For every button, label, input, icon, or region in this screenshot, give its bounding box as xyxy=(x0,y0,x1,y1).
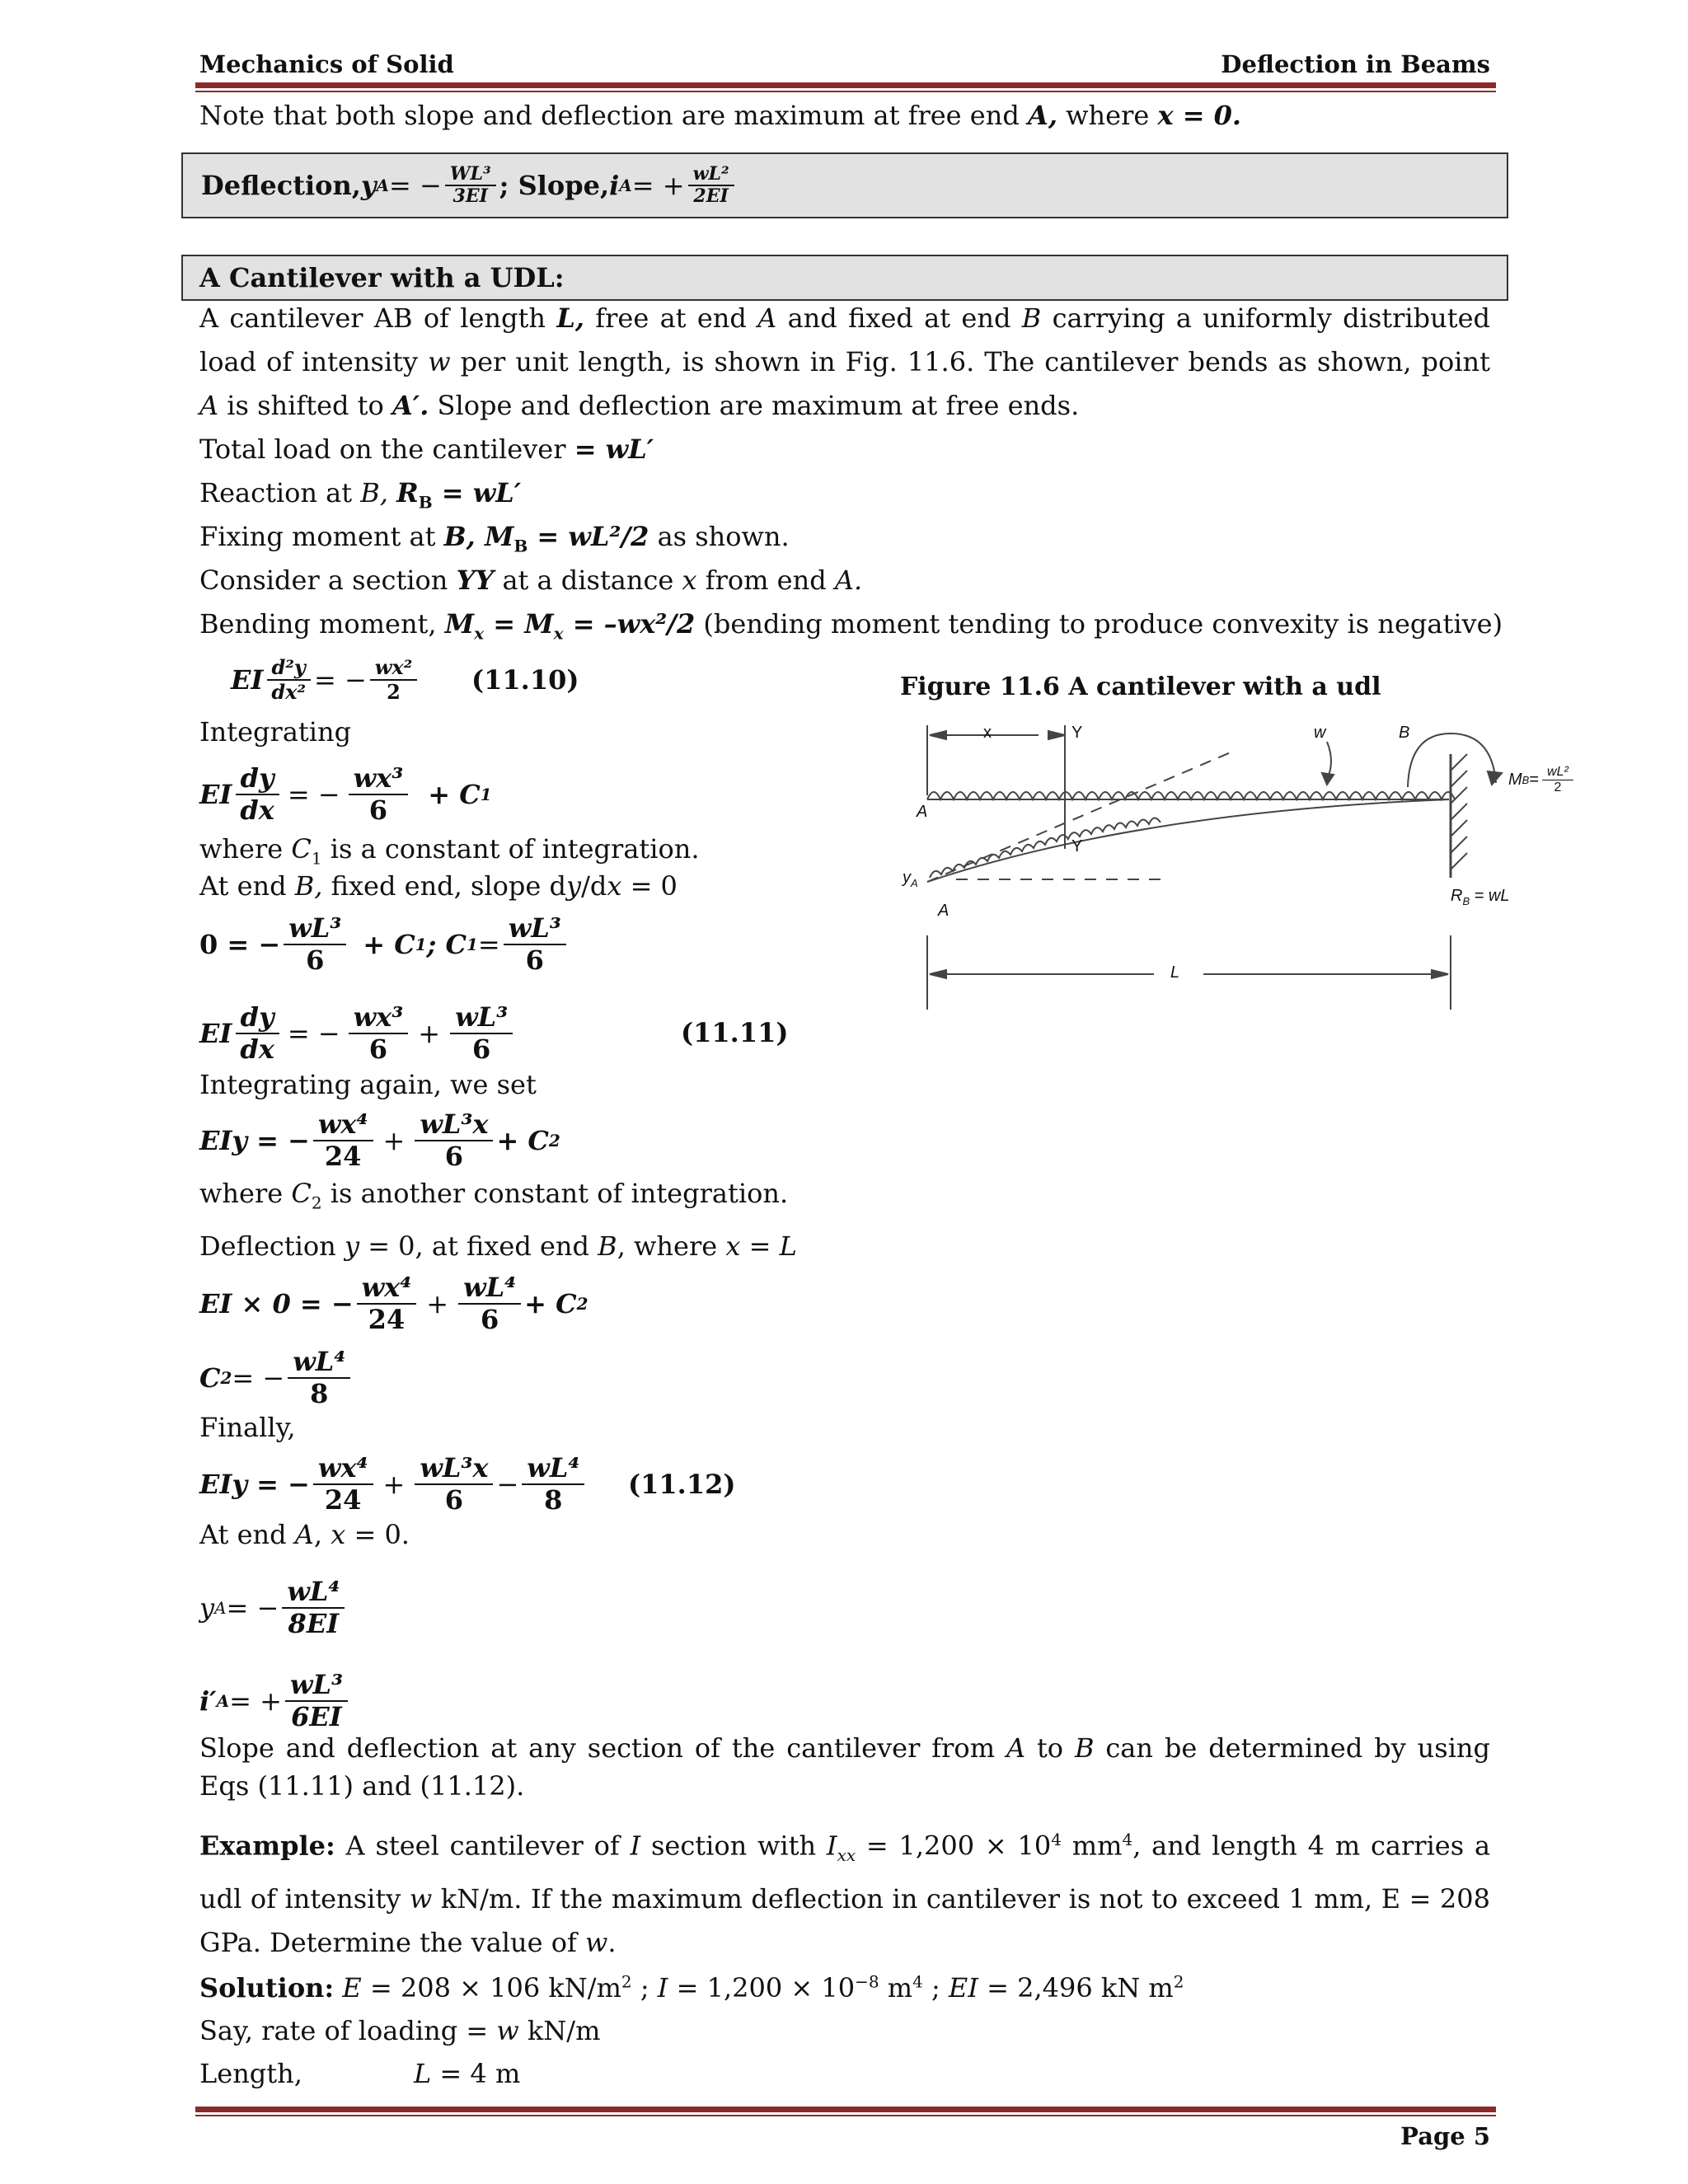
header-left: Mechanics of Solid xyxy=(199,50,454,78)
x-arrow-right xyxy=(1048,731,1065,739)
figure-label-y-top: Y xyxy=(1071,724,1083,742)
equation-ya: y A = − $\frac{\text{wL⁴}}{8EI}$ xyxy=(199,1570,348,1646)
example-paragraph: Example: A steel cantilever of I section with $I_{xx} = 1,200 \times 10^4$ $mm^4$, and length 4 m carries a udl of intensity w kN/m. If the maximum deflection in cantilever is not to exceed 1 mm, E = 208 GPa. Determine the value of w. xyxy=(199,1830,1491,1959)
formula-box: Deflection, y A = − $\frac{\text{WL³}}{3EI}$ ; Slope, i A = + $\frac{\text{wL²}}{2EI}$ xyxy=(181,152,1508,218)
equation-c1: 0 = − $\frac{\text{wL³}}{6}$ + C 1 ; C 1 = $\frac{\text{wL³}}{6}$ xyxy=(199,907,570,982)
figure-label-l: L xyxy=(1170,963,1180,982)
equation-11-10: EI $\frac{\text{d²y}}{\text{dx²}}$ = − $\frac{\text{wx²}}{2}$ xyxy=(231,649,420,711)
header-rule xyxy=(195,82,1496,88)
where-c1-line: where $C_1$ is a constant of integration. xyxy=(199,833,700,869)
figure-caption: Figure 11.6 A cantilever with a udl xyxy=(900,673,1381,701)
equation-number-11-12: (11.12) xyxy=(628,1469,736,1500)
equation-11-11: EI $\frac{dy}{dx}$ = − $\frac{\text{wx³}}{6}$ + $\frac{\text{wL³}}{6}$ xyxy=(199,996,516,1071)
length-value: L = 4 m xyxy=(414,2058,521,2089)
equation-number-11-10: (11.10) xyxy=(471,664,579,696)
section-title-box xyxy=(181,255,1508,301)
figure-label-a-top: A xyxy=(917,803,928,821)
equation-c2: C 2 = − $\frac{\text{wL⁴}}{8}$ xyxy=(199,1340,354,1416)
at-end-a-line: At end A, x = 0. xyxy=(199,1519,410,1550)
footer-rule-thin xyxy=(195,2115,1496,2116)
section-title: A Cantilever with a UDL: xyxy=(199,262,565,293)
deflected-udl-loops xyxy=(930,818,1160,878)
total-load-line: Total load on the cantilever = wL′ xyxy=(199,434,654,465)
consider-section-line: Consider a section YY at a distance x from end A. xyxy=(199,565,863,596)
intro-paragraph: A cantilever AB of length L, free at end A and fixed at end B carrying a uniformly distributed load of intensity w per unit length, is shown in Fig. 11.6. The cantilever bends as shown, point A is shifted to A′. Slope and deflection are maximum at free ends. xyxy=(199,302,1491,421)
integrating-again-label: Integrating again, we set xyxy=(199,1069,537,1100)
equation-slope-integration: EI $\frac{dy}{dx}$ = − $\frac{\text{wx³}}{6}$ + C 1 xyxy=(199,762,492,826)
deflection-zero-line: Deflection y = 0, at fixed end B, where x = L xyxy=(199,1230,797,1262)
figure-label-rb: $R_B$ = wL xyxy=(1451,887,1510,907)
length-label: Length, xyxy=(199,2058,302,2089)
deflected-beam-curve xyxy=(927,799,1449,882)
figure-label-w: w xyxy=(1314,724,1326,742)
where-c2-line: where $C_2$ is another constant of integration. xyxy=(199,1178,789,1213)
fixing-moment-line: Fixing moment at B, $M_B = wL^2/2$ as shown. xyxy=(199,521,790,556)
cantilever-diagram xyxy=(890,709,1632,1038)
tangent-dashed-line xyxy=(927,750,1236,882)
figure-label-a-bottom: A xyxy=(938,902,950,920)
equation-11-12: EIy = − $\frac{\text{wx⁴}}{24}$ + $\frac{\text{wL³x}}{6}$ − $\frac{\text{wL⁴}}{8}$ xyxy=(199,1446,588,1522)
figure-label-y-bottom: Y xyxy=(1071,837,1083,855)
header-rule-thin xyxy=(195,91,1496,92)
figure-label-b: B xyxy=(1399,724,1410,742)
x-arrow-left xyxy=(930,731,946,739)
solution-line: Solution: E = 208 × 106 $kN/m^2$ ; $I = 1,200 \times 10^{-8}$ $m^4$ ; EI = 2,496 kN $m^2$ xyxy=(199,1971,1184,2004)
page-number: Page 5 xyxy=(1400,2122,1490,2150)
equation-c2-derivation: EI × 0 = − $\frac{\text{wx⁴}}{24}$ + $\frac{\text{wL⁴}}{6}$ + C 2 xyxy=(199,1272,588,1335)
bending-moment-line: Bending moment, $M_x = M_x = -wx^2/2$ (bending moment tending to produce convexity is negative) xyxy=(199,608,1503,644)
figure-label-ya: $y_A$ xyxy=(903,869,918,889)
equation-ia: i′ A = + $\frac{\text{wL³}}{6EI}$ xyxy=(199,1663,351,1739)
footer-rule xyxy=(195,2107,1496,2112)
figure-label-mb: M B = $\frac{\text{wL²}}{2}$ xyxy=(1508,765,1577,796)
udl-loops xyxy=(927,792,1455,799)
equation-number-11-11: (11.11) xyxy=(681,1017,789,1048)
figure-label-x: x xyxy=(983,724,992,742)
note-line: Note that both slope and deflection are maximum at free end A, where x = 0. xyxy=(199,100,1242,131)
moment-arrowhead xyxy=(1488,771,1502,785)
slope-paragraph: Slope and deflection at any section of the cantilever from A to B can be determined by using Eqs (11.11) and (11.12). xyxy=(199,1732,1491,1802)
equation-deflection-integration: EIy = − $\frac{\text{wx⁴}}{24}$ + $\frac{\text{wL³x}}{6}$ + C 2 xyxy=(199,1108,560,1172)
at-end-b-line: At end B, fixed end, slope dy/dx = 0 xyxy=(199,870,678,902)
finally-label: Finally, xyxy=(199,1412,296,1443)
reaction-line: Reaction at B, $R_B = wL'$ xyxy=(199,477,522,513)
integrating-label: Integrating xyxy=(199,716,352,748)
header-right: Deflection in Beams xyxy=(1221,50,1490,78)
wall-hatching xyxy=(1451,754,1467,869)
rate-line: Say, rate of loading = w kN/m xyxy=(199,2015,601,2046)
